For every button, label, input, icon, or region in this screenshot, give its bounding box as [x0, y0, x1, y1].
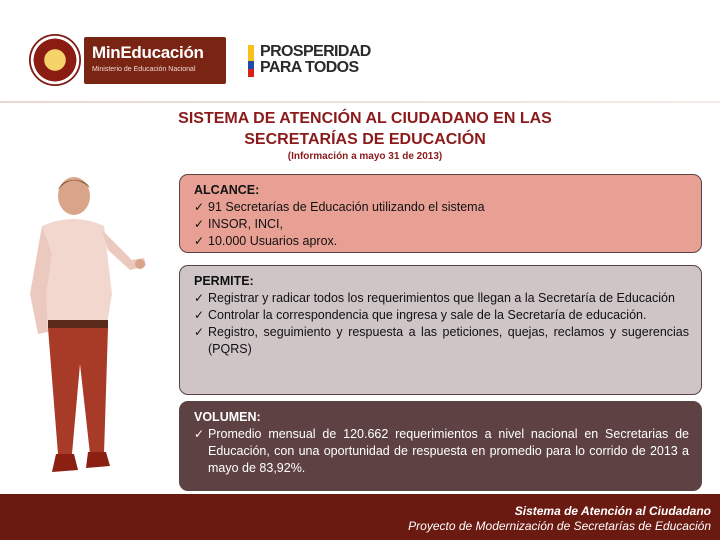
alcance-panel	[179, 174, 702, 253]
permite-panel	[179, 265, 702, 395]
footer-line1: Sistema de Atención al Ciudadano	[514, 504, 711, 518]
list-item: ✓ Promedio mensual de 120.662 requerimientos a nivel nacional en Secretarias de Educación, con una oportunidad de respuesta en promedio para lo corrido de 2013 a mayo de 83,92%.	[194, 426, 689, 477]
page-subtitle: (Información a mayo 31 de 2013)	[287, 151, 443, 162]
footer-bar	[0, 494, 720, 540]
title-line2: SECRETARÍAS DE EDUCACIÓN	[244, 131, 486, 148]
slogan-logo	[260, 44, 371, 76]
title-line1: SISTEMA DE ATENCIÓN AL CIUDADANO EN LAS	[178, 110, 552, 127]
mineducacion-logo	[84, 37, 226, 84]
header-divider	[0, 101, 720, 103]
list-item: ✓ 91 Secretarías de Educación utilizando el sistema	[194, 199, 689, 216]
list-item: ✓ INSOR, INCI,	[194, 216, 689, 233]
volumen-label: VOLUMEN:	[194, 410, 261, 424]
page-title	[140, 108, 590, 150]
presenter-illustration	[12, 174, 162, 494]
flag-stripe-icon	[248, 45, 254, 77]
alcance-label: ALCANCE:	[194, 183, 260, 197]
list-item: ✓ Registrar y radicar todos los requerimientos que llegan a la Secretaría de Educación	[194, 290, 689, 307]
alcance-list	[194, 199, 689, 250]
list-item: ✓ Controlar la correspondencia que ingresa y sale de la Secretaría de educación.	[194, 307, 689, 324]
logo-subtitle: Ministerio de Educación Nacional	[92, 66, 196, 73]
header-bar	[0, 0, 720, 103]
permite-list	[194, 290, 689, 358]
slogan-line2: PARA TODOS	[260, 59, 359, 76]
footer-line2: Proyecto de Modernización de Secretarías de Educación	[408, 519, 711, 533]
volumen-list	[194, 426, 689, 477]
logo-name: MinEducación	[92, 43, 204, 62]
colombia-seal-icon	[29, 34, 81, 86]
list-item: ✓ Registro, seguimiento y respuesta a las peticiones, quejas, reclamos y sugerencias (PQRS)	[194, 324, 689, 358]
slogan-line1: PROSPERIDAD	[260, 43, 371, 60]
permite-label: PERMITE:	[194, 274, 254, 288]
volumen-panel	[179, 401, 702, 491]
list-item: ✓ 10.000 Usuarios aprox.	[194, 233, 689, 250]
